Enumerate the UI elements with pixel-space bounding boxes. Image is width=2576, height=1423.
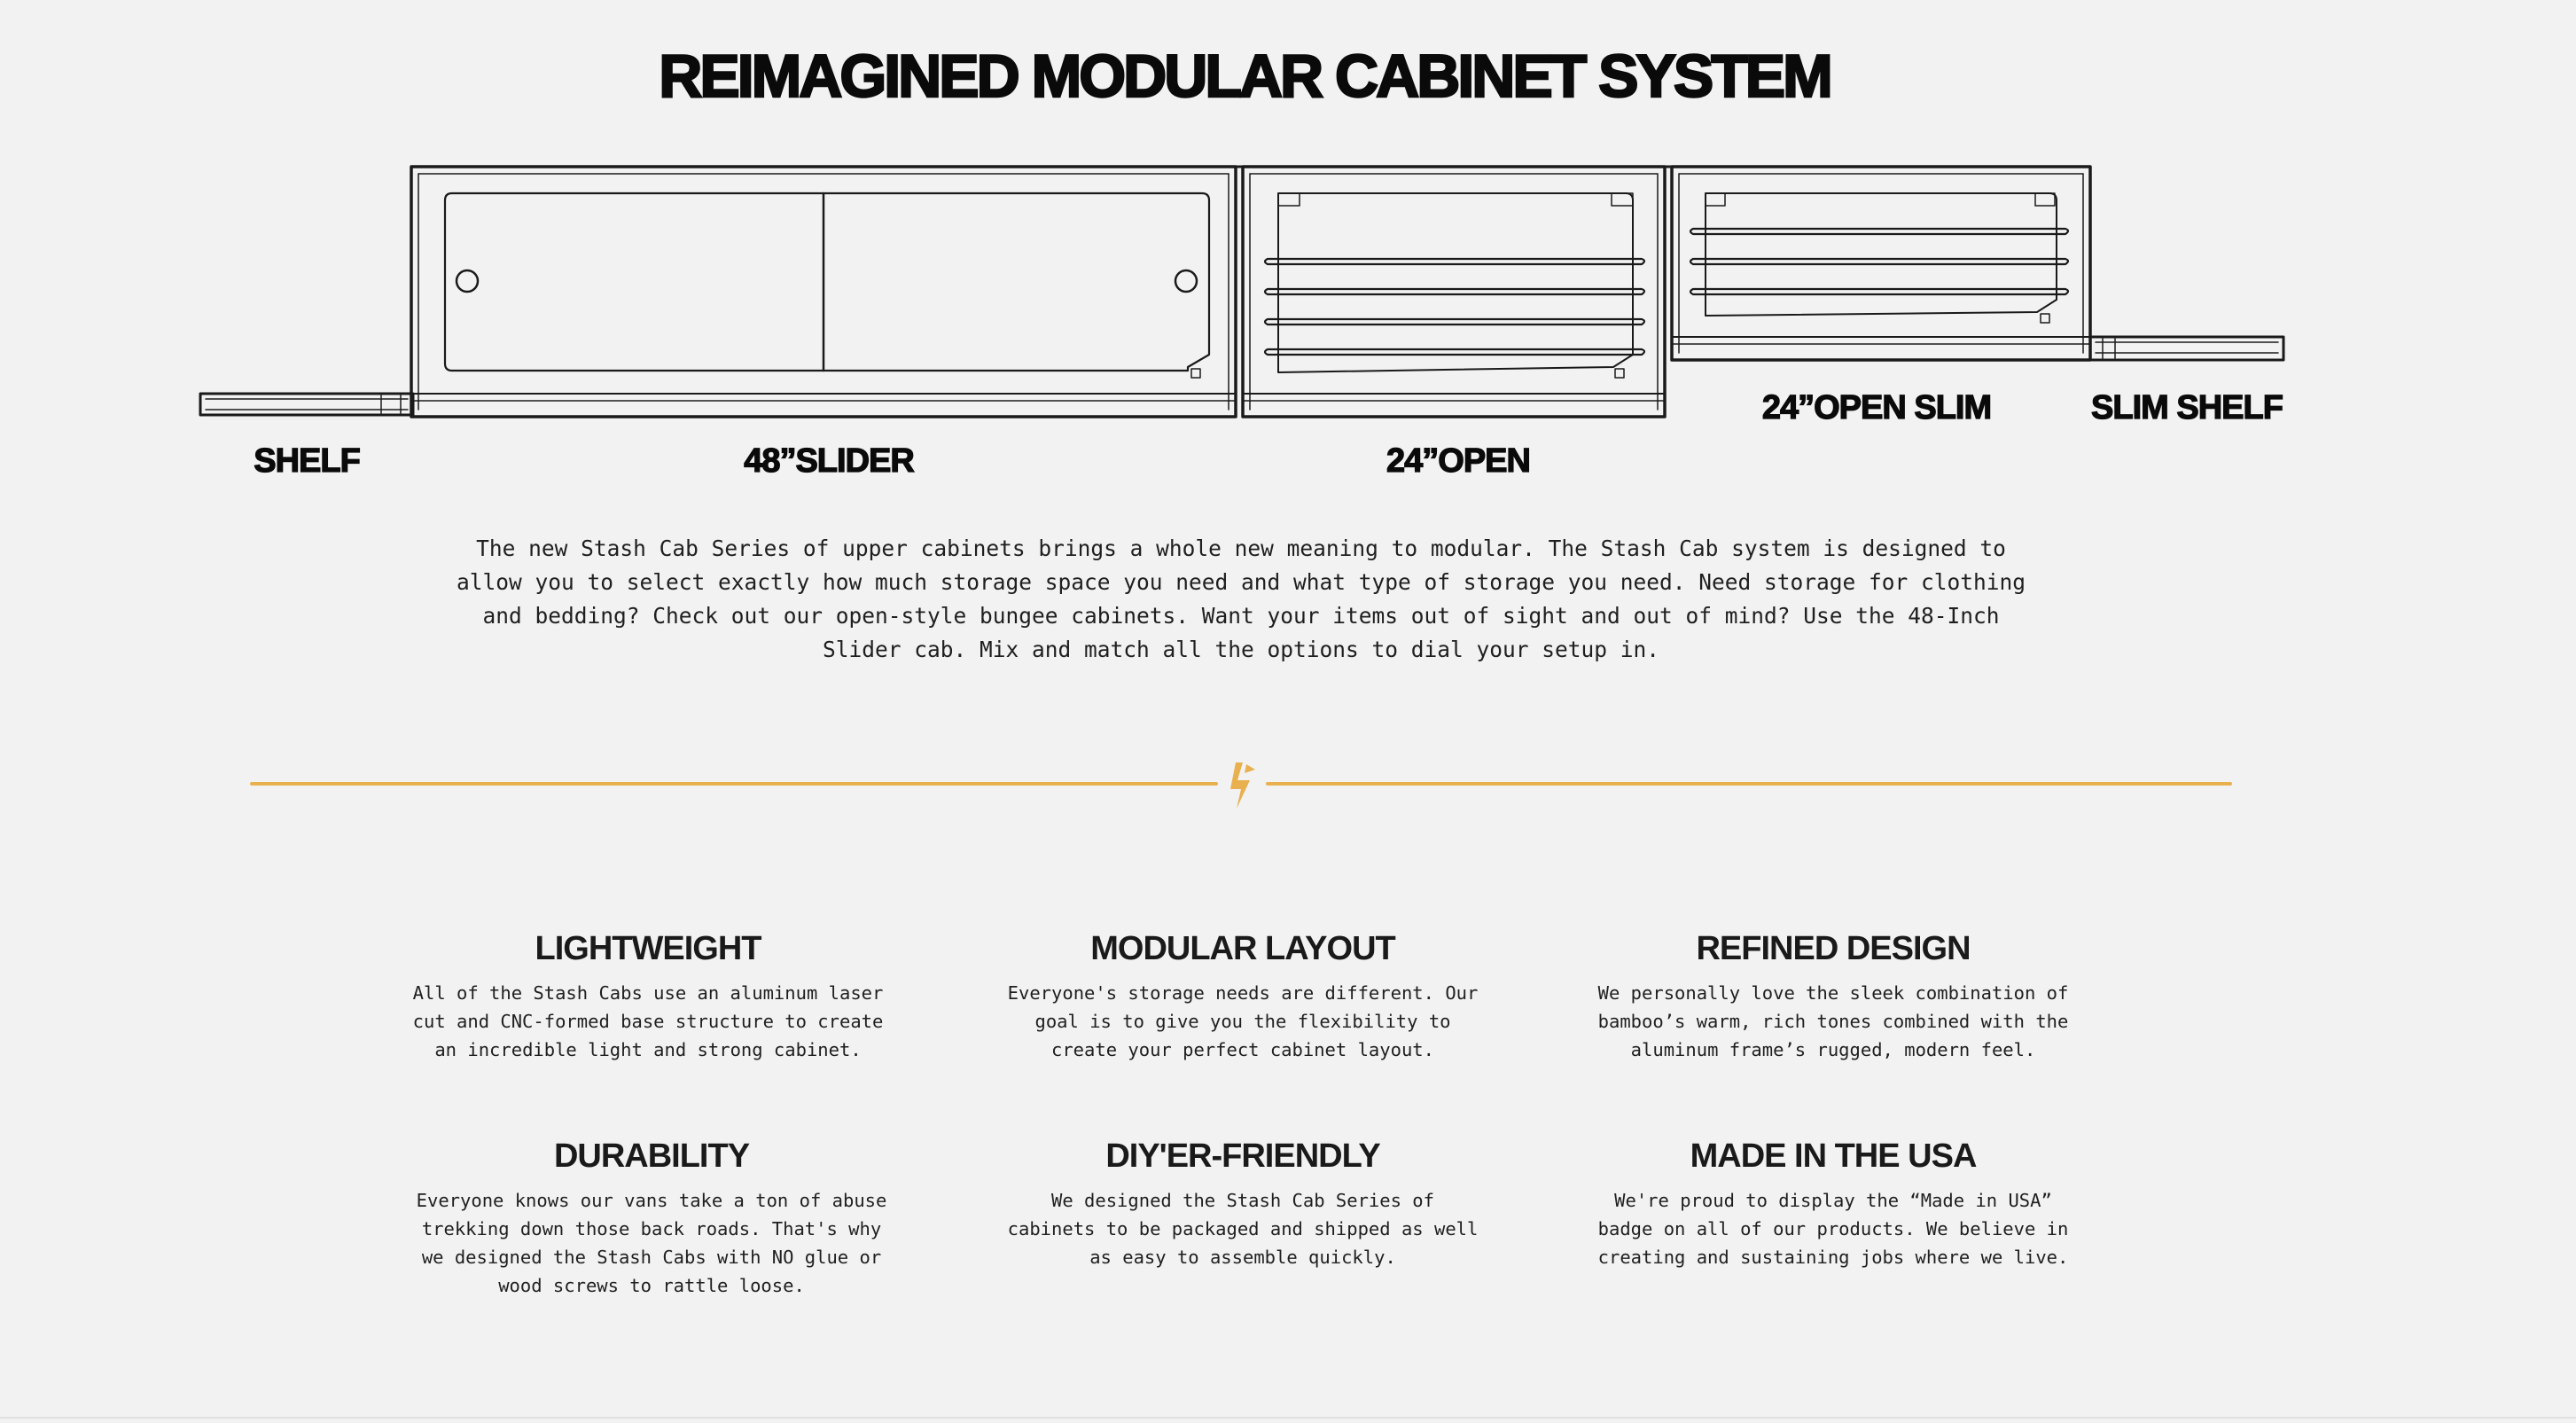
feature-lightweight (409, 929, 887, 1064)
feature-refined-design (1594, 929, 2073, 1064)
feature-text: Everyone knows our vans take a ton of abuse trekking down those back roads. That's why we designed the Stash Cabs with NO glue or wood screws to rattle loose. (416, 1190, 887, 1296)
feature-title: MADE IN THE USA (1690, 1138, 1977, 1175)
feature-text: Everyone's storage needs are different. Our goal is to give you the flexibility to create your perfect cabinet layout. (1007, 982, 1479, 1060)
feature-title: DURABILITY (553, 1138, 750, 1175)
feature-modular-layout (1003, 929, 1482, 1064)
feature-text: We designed the Stash Cab Series of cabinets to be packaged and shipped as well as easy to assemble quickly. (1007, 1190, 1479, 1268)
lightning-bolt-icon (1230, 762, 1255, 809)
intro-paragraph: The new Stash Cab Series of upper cabinets brings a whole new meaning to modular. The Stash Cab system is designed to allow you to select exactly how much storage space you need and what type of storage you need. Need storage for clothing and bedding? Check out our open-style bungee cabinets. Want your items out of sight and out of mind? Use the 48-Inch Slider cab. Mix and match all the options to dial your setup in. (456, 536, 2026, 662)
feature-title: DIY'ER-FRIENDLY (1105, 1138, 1380, 1175)
feature-diyer-friendly (1003, 1137, 1482, 1271)
feature-durability (412, 1137, 891, 1300)
label-shelf: SHELF (254, 442, 360, 480)
feature-text: All of the Stash Cabs use an aluminum laser cut and CNC-formed base structure to create an incredible light and strong cabinet. (412, 982, 884, 1060)
feature-made-in-usa (1594, 1137, 2073, 1271)
page-bottom-border (0, 1417, 2576, 1419)
feature-title: LIGHTWEIGHT (535, 930, 761, 967)
label-24-open: 24”OPEN (1386, 442, 1530, 480)
feature-title: REFINED DESIGN (1696, 930, 1971, 967)
label-24-open-slim: 24”OPEN SLIM (1761, 389, 1992, 426)
page-title: REIMAGINED MODULAR CABINET SYSTEM (659, 43, 1831, 110)
label-48-slider: 48”SLIDER (744, 442, 914, 480)
feature-text: We personally love the sleek combination of bamboo’s warm, rich tones combined with the aluminum frame’s rugged, modern feel. (1597, 982, 2069, 1060)
label-slim-shelf: SLIM SHELF (2091, 389, 2283, 426)
feature-text: We're proud to display the “Made in USA” badge on all of our products. We believe in creating and sustaining jobs where we live. (1597, 1190, 2069, 1268)
feature-title: MODULAR LAYOUT (1090, 930, 1395, 967)
